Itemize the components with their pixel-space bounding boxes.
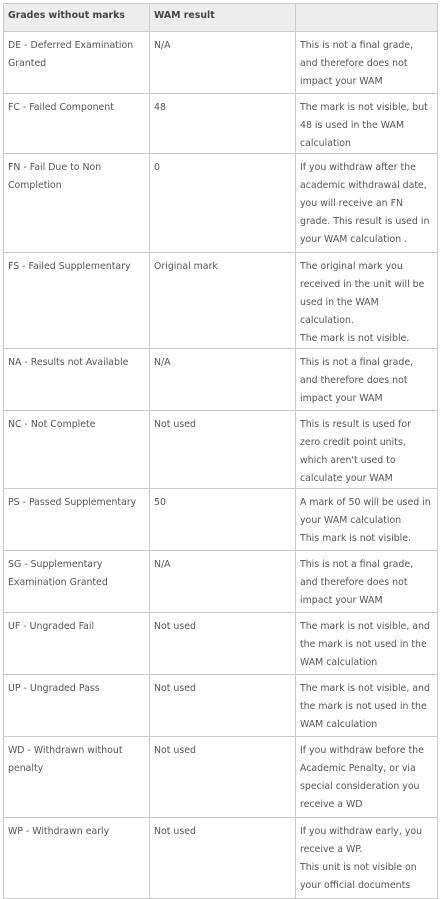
header-row — [4, 4, 438, 32]
grade-cell: UF - Ungraded Fail — [4, 613, 150, 675]
wam-cell: 50 — [150, 489, 296, 551]
table-row — [4, 94, 438, 154]
grade-cell: PS - Passed Supplementary — [4, 489, 150, 551]
wam-cell: N/A — [150, 32, 296, 94]
wam-cell: Not used — [150, 737, 296, 818]
table-row — [4, 737, 438, 818]
grade-cell: DE - Deferred Examination Granted — [4, 32, 150, 94]
grade-cell: FS - Failed Supplementary — [4, 253, 150, 349]
description-line: This is not a final grade, and therefore does not impact your WAM — [300, 40, 414, 87]
table-row — [4, 349, 438, 411]
description-line: A mark of 50 will be used in your WAM calculation — [300, 497, 431, 526]
description-cell — [296, 253, 438, 349]
grade-cell: SG - Supplementary Examination Granted — [4, 551, 150, 613]
description-line: The mark is not visible. — [300, 333, 410, 344]
description-line: This mark is not visible. — [300, 533, 412, 544]
wam-cell: N/A — [150, 349, 296, 411]
wam-cell: N/A — [150, 551, 296, 613]
description-line: The mark is not visible, but 48 is used in the WAM calculation — [300, 102, 428, 149]
grades-table — [3, 3, 438, 899]
description-cell — [296, 411, 438, 489]
header-grades: Grades without marks — [4, 4, 150, 32]
description-line: If you withdraw early, you receive a WP. — [300, 826, 423, 855]
description-line: This unit is not visible on your official documents — [300, 862, 417, 891]
description-line: This is not a final grade, and therefore does not impact your WAM — [300, 357, 414, 404]
description-cell — [296, 94, 438, 154]
description-cell — [296, 737, 438, 818]
description-line: The original mark you received in the unit will be used in the WAM calculation. — [300, 261, 425, 326]
grade-cell: FN - Fail Due to Non Completion — [4, 154, 150, 253]
table-row — [4, 551, 438, 613]
wam-cell: Not used — [150, 613, 296, 675]
grade-cell: WD - Withdrawn without penalty — [4, 737, 150, 818]
description-cell — [296, 32, 438, 94]
description-cell — [296, 818, 438, 899]
table-row — [4, 675, 438, 737]
description-cell — [296, 154, 438, 253]
description-cell — [296, 675, 438, 737]
header-description — [296, 4, 438, 32]
wam-cell: 48 — [150, 94, 296, 154]
table-row — [4, 154, 438, 253]
header-wam-result: WAM result — [150, 4, 296, 32]
table-row — [4, 32, 438, 94]
wam-cell: Not used — [150, 411, 296, 489]
grade-cell: NA - Results not Available — [4, 349, 150, 411]
description-line: The mark is not visible, and the mark is not used in the WAM calculation — [300, 621, 430, 668]
table-row — [4, 818, 438, 899]
description-cell — [296, 613, 438, 675]
grade-cell: WP - Withdrawn early — [4, 818, 150, 899]
wam-cell: 0 — [150, 154, 296, 253]
wam-cell: Not used — [150, 675, 296, 737]
grade-cell: FC - Failed Component — [4, 94, 150, 154]
description-cell — [296, 349, 438, 411]
description-line: This is result is used for zero credit point units, which aren't used to calculate your WAM — [300, 419, 411, 484]
description-line: If you withdraw before the Academic Penalty, or via special consideration you receive a WD — [300, 745, 424, 810]
description-cell — [296, 489, 438, 551]
table-row — [4, 253, 438, 349]
wam-cell: Original mark — [150, 253, 296, 349]
description-line: If you withdraw after the academic withdrawal date, you will receive an FN grade. This result is used in your WAM calculation . — [300, 162, 430, 245]
description-line: This is not a final grade, and therefore does not impact your WAM — [300, 559, 414, 606]
wam-cell: Not used — [150, 818, 296, 899]
grade-cell: NC - Not Complete — [4, 411, 150, 489]
description-line: The mark is not visible, and the mark is not used in the WAM calculation — [300, 683, 430, 730]
grade-cell: UP - Ungraded Pass — [4, 675, 150, 737]
description-cell — [296, 551, 438, 613]
table-row — [4, 411, 438, 489]
table-row — [4, 489, 438, 551]
table-row — [4, 613, 438, 675]
